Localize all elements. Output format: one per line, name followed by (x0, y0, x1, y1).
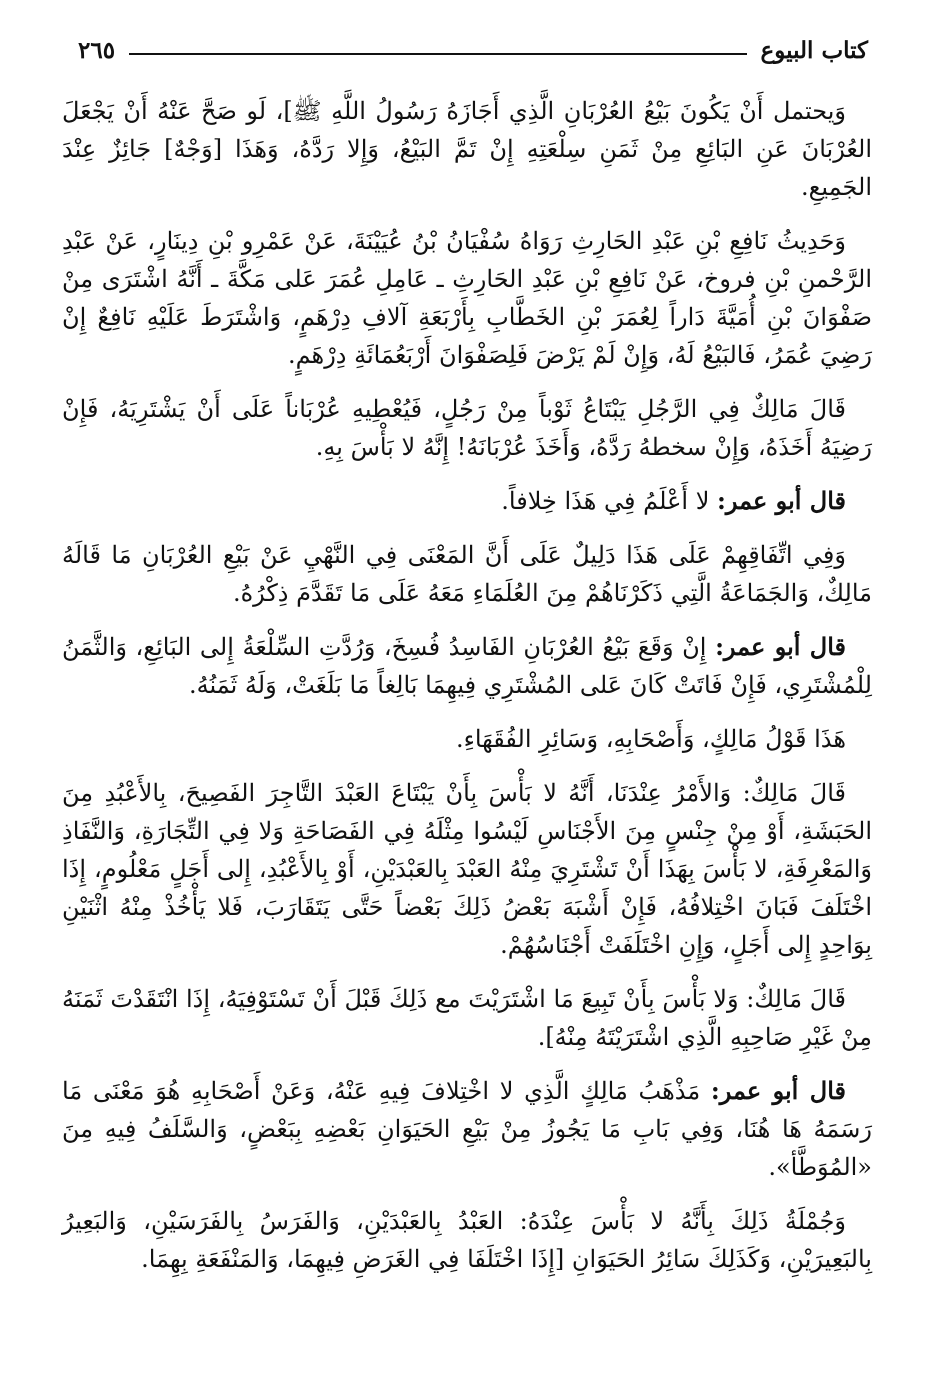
paragraph-text: هَذَا قَوْلُ مَالِكٍ، وَأَصْحَابِهِ، وَسَائِرِ الفُقَهَاءِ. (455, 725, 846, 753)
paragraph-2 (62, 222, 872, 374)
paragraph-8 (62, 774, 872, 964)
paragraph-lead: قال أبو عمر: (715, 632, 846, 661)
paragraph-6 (62, 628, 872, 704)
paragraph-7 (62, 720, 872, 758)
paragraph-text: إِنْ وَقَعَ بَيْعُ العُرْبَانِ الفَاسِدُ فُسِخَ، وَرُدَّتِ السِّلْعَةُ إِلى البَائِعِ، وَالثَّمَنُ لِلْمُشْتَرِي، فَإِنْ فَاتَتْ كَانَ عَلى المُشْتَرِي فِيهِمَا بَالِغاً مَا بَلَغَتْ، وَلَهُ ثَمَنُهُ. (62, 633, 872, 699)
paragraph-text: وَحَدِيثُ نَافِعِ بْنِ عَبْدِ الحَارِثِ رَوَاهُ سُفْيَانُ بْنُ عُيَيْنَةَ، عَنْ عَمْرِو بْنِ دِينَارٍ، عَنْ عَبْدِ الرَّحْمنِ بْنِ فروخ، عَنْ نَافِعِ بْنِ عَبْدِ الحَارِثِ ـ عَامِلِ عُمَرَ عَلى مَكَّةَ ـ أَنَّهُ اشْتَرَى مِنْ صَفْوَانَ بْنِ أُمَيَّةَ دَاراً لِعُمَرَ بْنِ الخَطَّابِ بِأَرْبَعَةِ آلافِ دِرْهَمٍ، وَاشْتَرَطَ عَلَيْهِ نَافِعٌ إِنْ رَضِيَ عُمَرُ، فَالبَيْعُ لَهُ، وَإِنْ لَمْ يَرْضَ فَلِصَفْوَانَ أَرْبَعُمَائَةِ دِرْهَمٍ. (62, 227, 872, 369)
running-title: كتاب البيوع (760, 36, 868, 64)
paragraph-text: وَجُمْلَةُ ذَلِكَ بِأَنَّهُ لا بَأْسَ عِنْدَهُ: العَبْدُ بِالعَبْدَيْنِ، وَالفَرَسُ بِالفَرَسَيْنِ، وَالبَعِيرُ بِالبَعِيرَيْنِ، وَكَذَلِكَ سَائِرُ الحَيَوَانِ [إِذَا اخْتَلَفَا فِي الغَرَضِ فِيهِمَا، وَالمَنْفَعَةِ بِهِمَا. (62, 1207, 872, 1273)
paragraph-lead: قال أبو عمر: (717, 486, 846, 515)
paragraph-text: قَالَ مَالِكٌ: وَلا بَأْسَ بِأَنْ تَبِيعَ مَا اشْتَرَيْتَ مع ذَلِكَ قَبْلَ أَنْ تَسْتَوْفِيَهُ، إِذَا انْتَقَدْتَ ثَمَنَهُ مِنْ غَيْرِ صَاحِبِهِ الَّذِي اشْتَرَيْتَهُ مِنْهُ]. (62, 985, 872, 1051)
paragraph-11 (62, 1202, 872, 1278)
paragraph-text: مَذْهَبُ مَالِكٍ الَّذِي لا اخْتِلافَ فِيهِ عَنْهُ، وَعَنْ أَصْحَابِهِ هُوَ مَعْنَى مَا رَسَمَهُ هَا هُنَا، وَفِي بَابِ مَا يَجُوزُ مِنْ بَيْعِ الحَيَوَانِ بَعْضِهِ بِبَعْضٍ، وَالسَّلَفُ فِيهِ مِنَ «المُوَطَّأ». (62, 1077, 872, 1181)
paragraph-text: قَالَ مَالِكٌ فِي الرَّجُلِ يَبْتَاعُ ثَوْباً مِنْ رَجُلٍ، فَيُعْطِيهِ عُرْبَاناً عَلَى أَنْ يَشْتَرِيَهُ، فَإِنْ رَضِيَهُ أَخَذَهُ، وَإِنْ سخطهُ رَدَّهُ، وَأَخَذَ عُرْبَانَهُ! إِنَّهُ لا بَأْسَ بِهِ. (62, 395, 872, 461)
paragraph-9 (62, 980, 872, 1056)
page-body (62, 92, 872, 1294)
paragraph-4 (62, 482, 872, 520)
paragraph-5 (62, 536, 872, 612)
paragraph-text: وَيحتمل أَنْ يَكُونَ بَيْعُ العُرْبَانِ الَّذِي أَجَازَهُ رَسُولُ اللَّهِ ﷺ]، لَو صَحَّ عَنْهُ أَنْ يَجْعَلَ العُرْبَانَ عَنِ البَائِعِ مِنْ ثَمَنِ سِلْعَتِهِ إِنْ تَمَّ البَيْعُ، وَإِلا رَدَّهُ، وَهَذَا [وَجْهٌ] جَائِزٌ عِنْدَ الجَمِيعِ. (62, 97, 872, 201)
paragraph-text: قَالَ مَالِكٌ: وَالأَمْرُ عِنْدَنَا، أَنَّهُ لا بَأْسَ بِأَنْ يَبْتَاعَ العَبْدَ التَّاجِرَ الفَصِيحَ، بِالأَعْبُدِ مِنَ الحَبَشَةِ، أَوْ مِنْ جِنْسٍ مِنَ الأَجْنَاسِ لَيْسُوا مِثْلَهُ فِي الفَصَاحَةِ وَلا فِي التِّجَارَةِ، وَالنَّفَاذِ وَالمَعْرِفَةِ، لا بَأْسَ بِهَذَا أَنْ تَشْتَرِيَ مِنْهُ العَبْدَ بِالعَبْدَيْنِ، أَوْ بِالأَعْبُدِ، إِلى أَجَلٍ مَعْلُومٍ، إِذَا اخْتَلَفَ فَبَانَ اخْتِلافُهُ، فَإِنْ أَشْبَهَ بَعْضُ ذَلِكَ بَعْضاً حَتَّى يَتَقَارَبَ، فَلا يَأْخُذْ مِنْهُ اثْنَيْنِ بِوَاحِدٍ إِلى أَجَلٍ، وَإِنِ اخْتَلَفَتْ أَجْنَاسُهُمْ. (62, 779, 872, 959)
paragraph-10 (62, 1072, 872, 1186)
header-rule (129, 53, 746, 55)
paragraph-lead: قال أبو عمر: (710, 1076, 846, 1105)
page-number: ٢٦٥ (78, 36, 116, 64)
page-header (78, 30, 868, 70)
paragraph-text: لا أَعْلَمُ فِي هَذَا خِلافاً. (501, 487, 718, 515)
paragraph-text: وَفِي اتِّفَاقِهِمْ عَلَى هَذَا دَلِيلٌ عَلَى أَنَّ المَعْنَى فِي النَّهْيِ عَنْ بَيْعِ العُرْبَانِ مَا قَالَهُ مَالِكٌ، وَالجَمَاعَةُ الَّتِي ذَكَرْنَاهُمْ مِنَ العُلَمَاءِ مَعَهُ عَلَى مَا تَقَدَّمَ ذِكْرُهُ. (62, 541, 872, 607)
paragraph-3 (62, 390, 872, 466)
paragraph-1 (62, 92, 872, 206)
